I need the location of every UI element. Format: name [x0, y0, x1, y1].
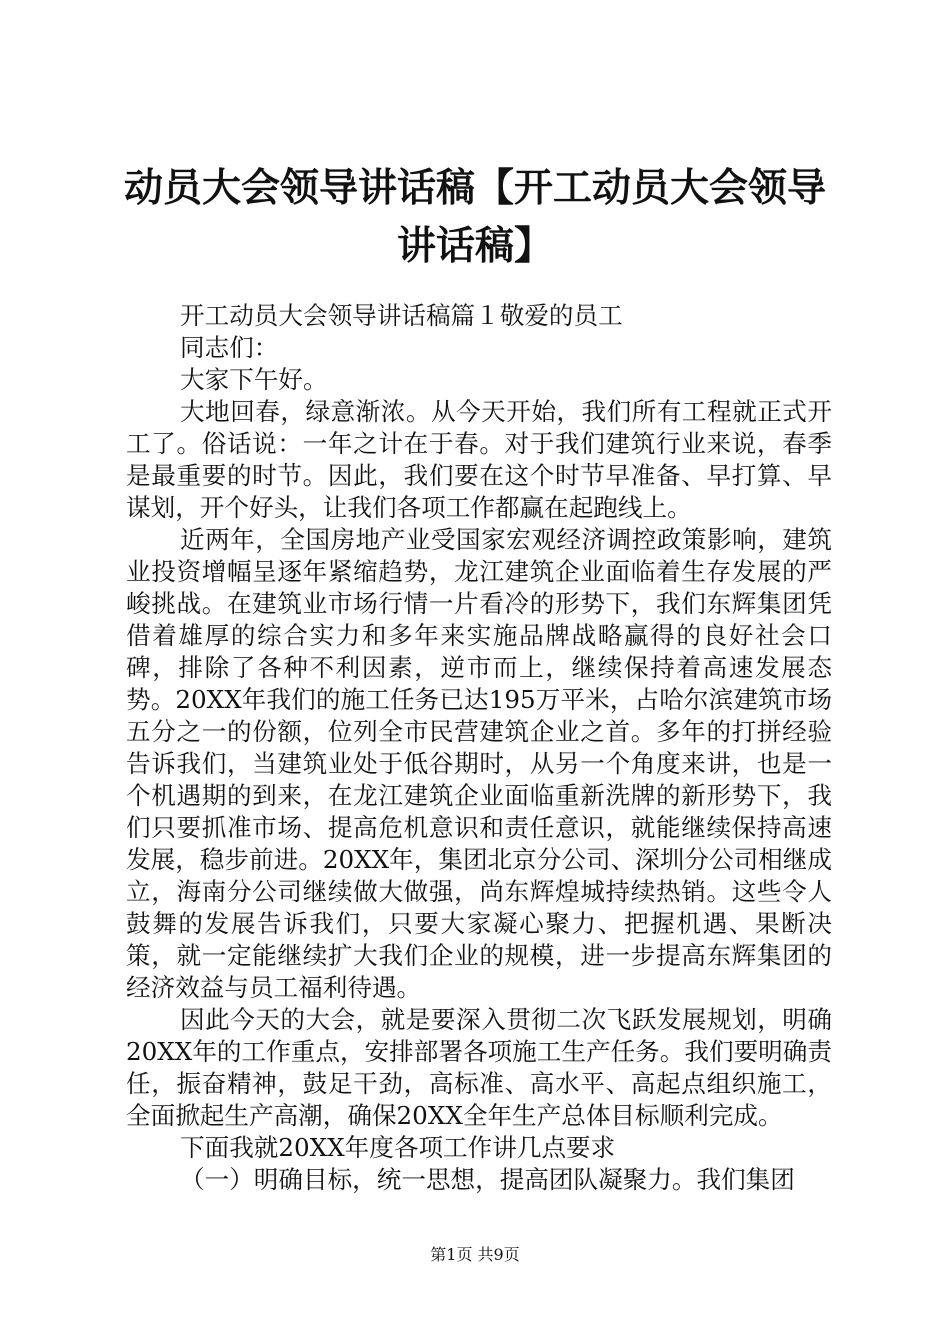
- paragraph: （一）明确目标，统一思想，提高团队凝聚力。我们集团: [180, 1165, 795, 1194]
- page-number-footer: 第1页 共9页: [430, 1245, 520, 1264]
- document-body: [126, 300, 832, 1196]
- paragraph: 同志们：: [180, 333, 279, 362]
- document-title: 动员大会领导讲话稿【开工动员大会领导讲话稿】: [123, 166, 826, 269]
- paragraph: 大地回春，绿意渐浓。从今天开始，我们所有工程就正式开工了。俗话说：一年之计在于春。对于我们建筑行业来说，春季是最重要的时节。因此，我们要在这个时节早准备、早打算、早谋划，开个好头，让我们各项工作都赢在起跑线上。: [126, 397, 832, 522]
- paragraph: 大家下午好。: [180, 365, 328, 394]
- paragraph: 近两年，全国房地产业受国家宏观经济调控政策影响，建筑业投资增幅呈逐年紧缩趋势，龙江建筑企业面临着生存发展的严峻挑战。在建筑业市场行情一片看冷的形势下，我们东辉集团凭借着雄厚的综合实力和多年来实施品牌战略赢得的良好社会口碑，排除了各种不利因素，逆市而上，继续保持着高速发展态势。20XX年我们的施工任务已达195万平米，占哈尔滨建筑市场五分之一的份额，位列全市民营建筑企业之首。多年的打拼经验告诉我们，当建筑业处于低谷期时，从另一个角度来讲，也是一个机遇期的到来，在龙江建筑企业面临重新洗牌的新形势下，我们只要抓准市场、提高危机意识和责任意识，就能继续保持高速发展，稳步前进。20XX年，集团北京分公司、深圳分公司相继成立，海南分公司继续做大做强，尚东辉煌城持续热销。这些令人鼓舞的发展告诉我们，只要大家凝心聚力、把握机遇、果断决策，就一定能继续扩大我们企业的规模，进一步提高东辉集团的经济效益与员工福利待遇。: [126, 525, 832, 1002]
- paragraph: 因此今天的大会，就是要深入贯彻二次飞跃发展规划，明确20XX年的工作重点，安排部署各项施工生产任务。我们要明确责任，振奋精神，鼓足干劲，高标准、高水平、高起点组织施工，全面掀起生产高潮，确保20XX全年生产总体目标顺利完成。: [126, 1005, 832, 1130]
- paragraph: 开工动员大会领导讲话稿篇１敬爱的员工: [180, 301, 623, 330]
- paragraph: 下面我就20XX年度各项工作讲几点要求: [180, 1133, 616, 1162]
